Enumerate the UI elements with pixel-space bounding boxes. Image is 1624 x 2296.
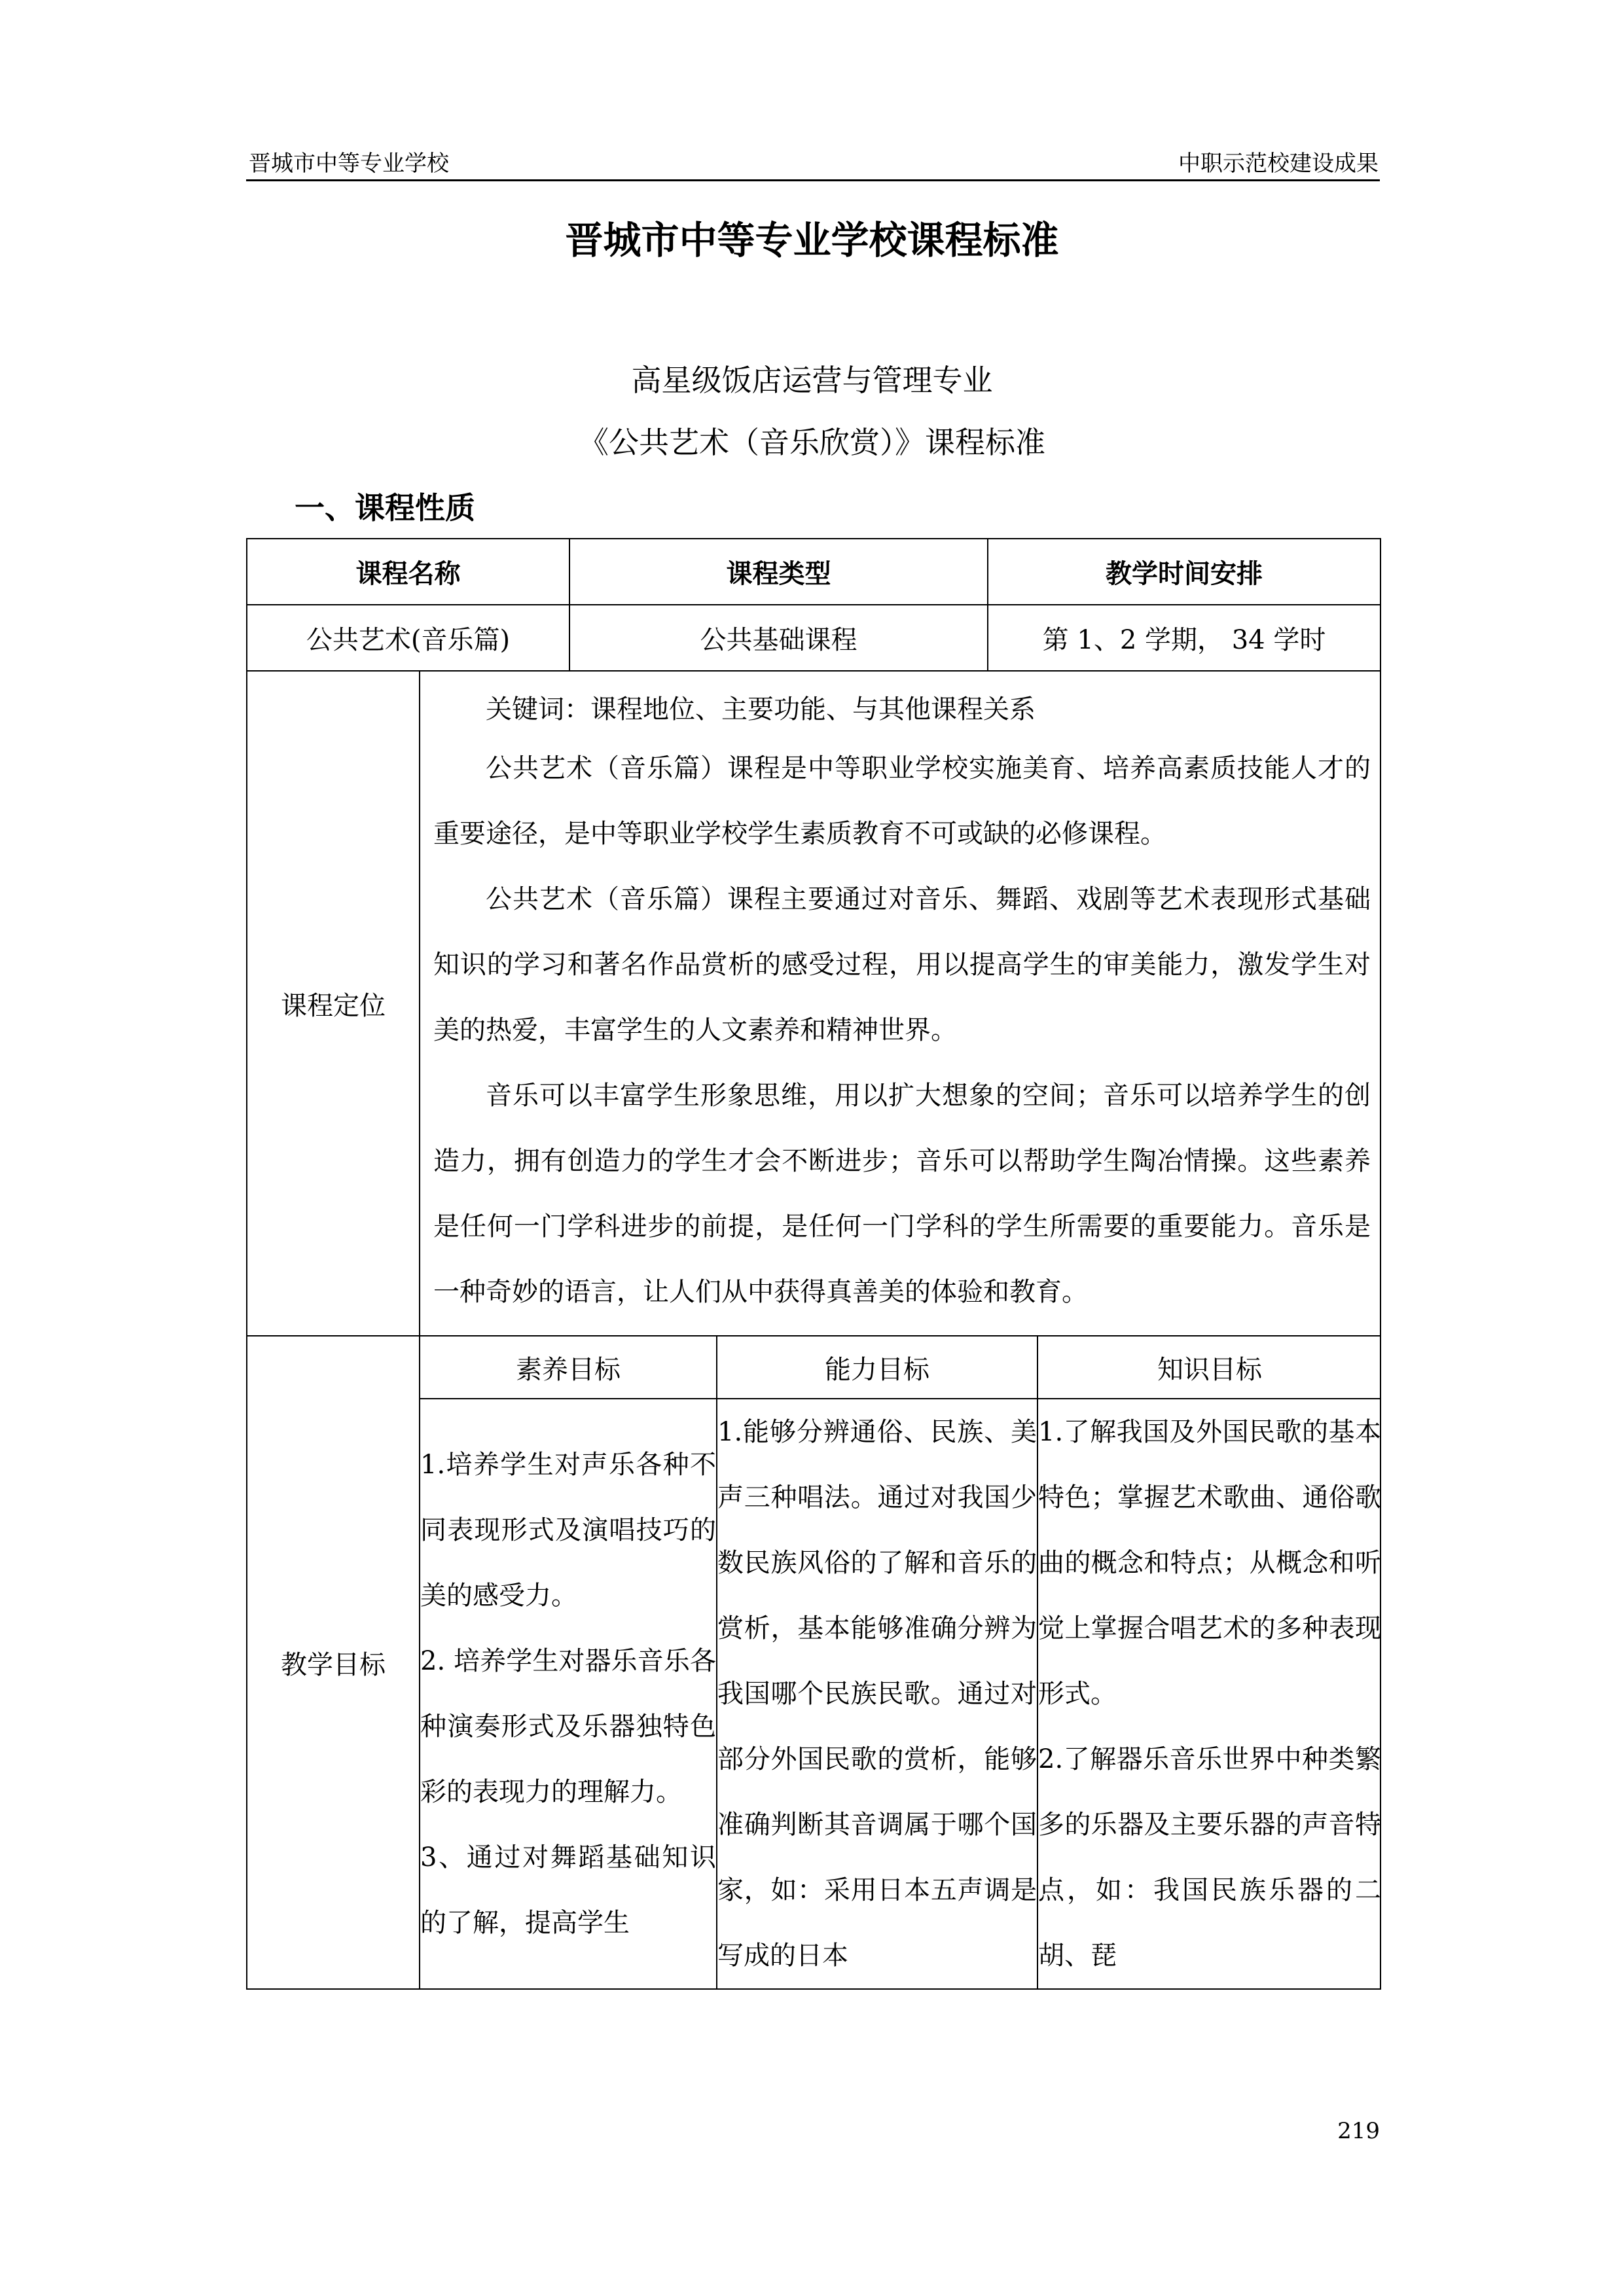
objectives-content [420,1336,1380,1989]
objectives-body-row [420,1399,1381,1988]
course-standard-table [246,538,1381,1990]
literacy-item-2: 2. 培养学生对器乐音乐各种演奏形式及乐器独特色彩的表现力的理解力。 [420,1646,716,1807]
positioning-paragraph-3: 音乐可以丰富学生形象思维，用以扩大想象的空间；音乐可以培养学生的创造力，拥有创造力的学生才会不断进步；音乐可以帮助学生陶冶情操。这些素养是任何一门学科进步的前提，是任何一门学科的学生所需要的重要能力。音乐是一种奇妙的语言，让人们从中获得真善美的体验和教育。 [433,1081,1371,1307]
header-rule [246,179,1380,181]
table-row [247,605,1380,671]
objectives-row [247,1336,1380,1989]
header-ability-goals: 能力目标 [717,1336,1038,1399]
ability-item-1: 1.能够分辨通俗、民族、美声三种唱法。通过对我国少数民族风俗的了解和音乐的赏析，基本能够准确分辨为我国哪个民族民歌。通过对部分外国民歌的赏析，能够准确判断其音调属于哪个国家，如：采用日本五声调是写成的日本 [717,1417,1037,1971]
positioning-paragraph-1: 公共艺术（音乐篇）课程是中等职业学校实施美育、培养高素质技能人才的重要途径，是中等职业学校学生素质教育不可或缺的必修课程。 [433,753,1371,849]
literacy-item-3: 3、通过对舞蹈基础知识的了解，提高学生 [420,1842,716,1938]
ability-goals-cell [717,1399,1038,1988]
header-school-name: 晋城市中等专业学校 [249,151,449,177]
header-knowledge-goals: 知识目标 [1038,1336,1381,1399]
knowledge-item-2: 2.了解器乐音乐世界中种类繁多的乐器及主要乐器的声音特点，如：我国民族乐器的二胡、琵 [1038,1744,1381,1971]
literacy-goals-cell [420,1399,717,1988]
header-literacy-goals: 素养目标 [420,1336,717,1399]
objectives-label: 教学目标 [247,1336,420,1989]
major-subtitle: 高星级饭店运营与管理专业 [631,363,993,398]
document-title: 晋城市中等专业学校课程标准 [565,218,1059,262]
header-achievement: 中职示范校建设成果 [1178,151,1379,177]
positioning-label: 课程定位 [247,671,420,1336]
knowledge-item-1: 1.了解我国及外国民歌的基本特色；掌握艺术歌曲、通俗歌曲的概念和特点；从概念和听觉上掌握合唱艺术的多种表现形式。 [1038,1417,1381,1709]
literacy-item-1: 1.培养学生对声乐各种不同表现形式及演唱技巧的美的感受力。 [420,1450,716,1611]
objectives-table [420,1336,1381,1988]
cell-course-name: 公共艺术(音乐篇) [247,605,569,671]
positioning-paragraph-2: 公共艺术（音乐篇）课程主要通过对音乐、舞蹈、戏剧等艺术表现形式基础知识的学习和著名作品赏析的感受过程，用以提高学生的审美能力，激发学生对美的热爱，丰富学生的人文素养和精神世界。 [433,884,1371,1045]
header-course-name: 课程名称 [247,539,569,605]
cell-course-type: 公共基础课程 [569,605,988,671]
knowledge-goals-cell [1038,1399,1381,1988]
header-schedule: 教学时间安排 [988,539,1380,605]
positioning-content [420,671,1380,1336]
positioning-row [247,671,1380,1336]
header-course-type: 课程类型 [569,539,988,605]
objectives-header-row [420,1336,1381,1399]
table-header-row [247,539,1380,605]
keywords-line: 关键词：课程地位、主要功能、与其他课程关系 [486,694,1036,725]
cell-schedule: 第 1、2 学期， 34 学时 [988,605,1380,671]
course-subtitle: 《公共艺术（音乐欣赏）》课程标准 [579,425,1045,460]
page-number: 219 [1337,2118,1380,2144]
section-heading: 一、课程性质 [295,490,475,526]
